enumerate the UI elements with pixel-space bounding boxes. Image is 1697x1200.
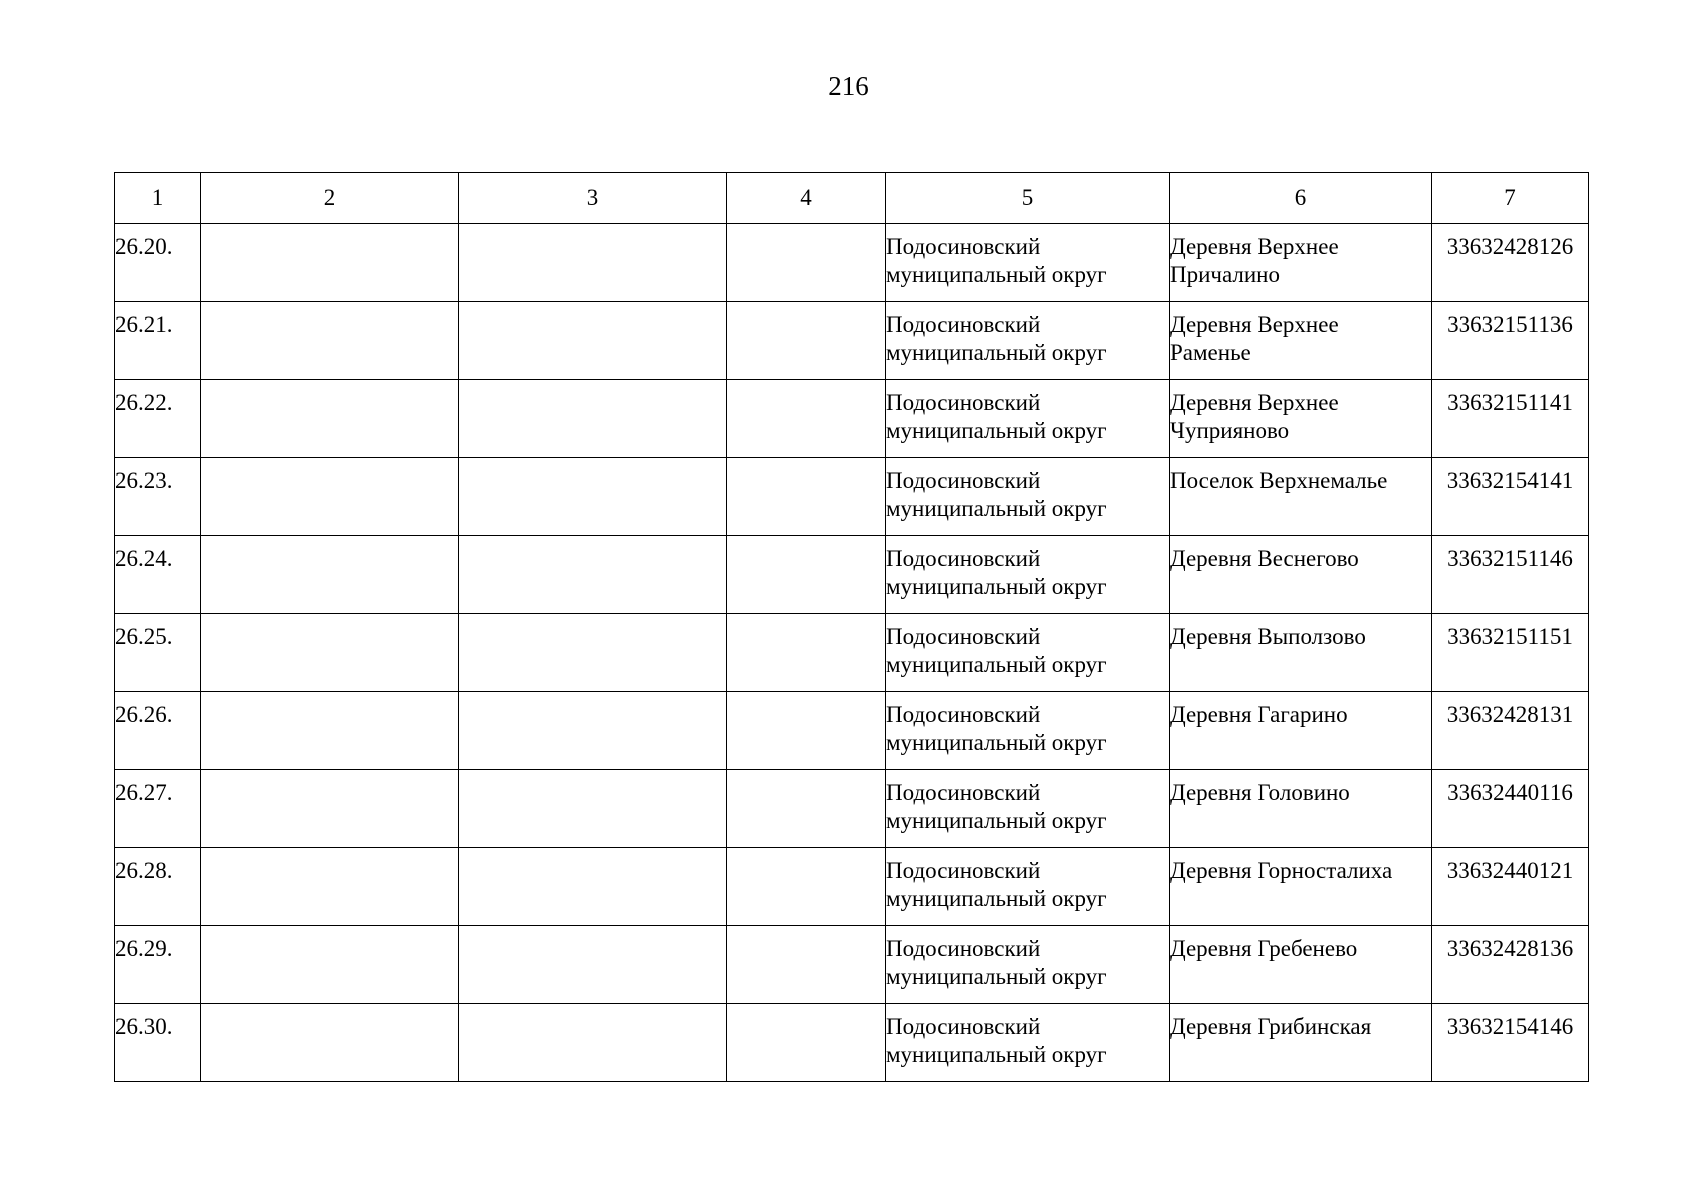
row-number-cell: 26.30. — [115, 1004, 201, 1082]
table-row — [115, 1004, 1589, 1082]
empty-cell — [201, 1004, 459, 1082]
settlement-line: Деревня Выползово — [1170, 624, 1366, 649]
district-line: муниципальный округ — [886, 1042, 1107, 1067]
settlement-line: Деревня Грибинская — [1170, 1014, 1372, 1039]
empty-cell — [459, 1004, 727, 1082]
empty-cell — [201, 926, 459, 1004]
empty-cell — [459, 302, 727, 380]
code-cell: 33632440116 — [1432, 770, 1589, 848]
empty-cell — [459, 692, 727, 770]
district-line: Подосиновский — [886, 936, 1041, 961]
empty-cell — [459, 380, 727, 458]
table-row — [115, 536, 1589, 614]
header-cell: 2 — [201, 173, 459, 224]
page-number: 216 — [828, 71, 869, 101]
code-cell: 33632440121 — [1432, 848, 1589, 926]
code-cell: 33632151146 — [1432, 536, 1589, 614]
district-cell — [886, 692, 1170, 770]
empty-cell — [727, 848, 886, 926]
district-line: Подосиновский — [886, 312, 1041, 337]
district-line: муниципальный округ — [886, 886, 1107, 911]
settlement-line: Деревня Гребенево — [1170, 936, 1358, 961]
empty-cell — [201, 614, 459, 692]
empty-cell — [201, 692, 459, 770]
district-line: Подосиновский — [886, 234, 1041, 259]
code-cell: 33632151141 — [1432, 380, 1589, 458]
empty-cell — [727, 1004, 886, 1082]
district-line: муниципальный округ — [886, 964, 1107, 989]
empty-cell — [459, 536, 727, 614]
settlement-cell — [1170, 224, 1432, 302]
empty-cell — [201, 224, 459, 302]
row-number-cell: 26.21. — [115, 302, 201, 380]
table-row — [115, 848, 1589, 926]
row-number-cell: 26.22. — [115, 380, 201, 458]
empty-cell — [727, 224, 886, 302]
district-line: муниципальный округ — [886, 262, 1107, 287]
district-line: муниципальный округ — [886, 418, 1107, 443]
settlement-cell — [1170, 1004, 1432, 1082]
settlement-cell — [1170, 536, 1432, 614]
district-cell — [886, 224, 1170, 302]
empty-cell — [201, 770, 459, 848]
header-cell: 4 — [727, 173, 886, 224]
district-line: Подосиновский — [886, 858, 1041, 883]
empty-cell — [201, 458, 459, 536]
settlement-line: Деревня Горносталиха — [1170, 858, 1393, 883]
district-line: Подосиновский — [886, 702, 1041, 727]
settlement-line: Деревня Головино — [1170, 780, 1350, 805]
header-cell: 1 — [115, 173, 201, 224]
settlement-line: Чуприяново — [1170, 418, 1290, 443]
district-line: Подосиновский — [886, 468, 1041, 493]
empty-cell — [459, 848, 727, 926]
district-cell — [886, 380, 1170, 458]
header-cell: 7 — [1432, 173, 1589, 224]
table-row — [115, 380, 1589, 458]
district-line: муниципальный округ — [886, 574, 1107, 599]
empty-cell — [201, 380, 459, 458]
empty-cell — [201, 302, 459, 380]
settlement-line: Деревня Верхнее — [1170, 234, 1339, 259]
settlements-table — [114, 172, 1589, 1082]
empty-cell — [459, 926, 727, 1004]
district-line: Подосиновский — [886, 546, 1041, 571]
empty-cell — [727, 458, 886, 536]
code-cell: 33632151136 — [1432, 302, 1589, 380]
table-row — [115, 614, 1589, 692]
empty-cell — [727, 536, 886, 614]
empty-cell — [459, 770, 727, 848]
district-cell — [886, 1004, 1170, 1082]
district-cell — [886, 926, 1170, 1004]
empty-cell — [459, 458, 727, 536]
settlement-line: Деревня Верхнее — [1170, 312, 1339, 337]
settlement-line: Деревня Веснегово — [1170, 546, 1359, 571]
code-cell: 33632154146 — [1432, 1004, 1589, 1082]
district-cell — [886, 614, 1170, 692]
header-cell: 5 — [886, 173, 1170, 224]
district-cell — [886, 848, 1170, 926]
row-number-cell: 26.24. — [115, 536, 201, 614]
table-row — [115, 224, 1589, 302]
settlement-line: Раменье — [1170, 340, 1251, 365]
header-cell: 3 — [459, 173, 727, 224]
district-cell — [886, 302, 1170, 380]
table-row — [115, 926, 1589, 1004]
row-number-cell: 26.27. — [115, 770, 201, 848]
district-cell — [886, 536, 1170, 614]
table-row — [115, 770, 1589, 848]
empty-cell — [727, 302, 886, 380]
settlement-line: Деревня Гагарино — [1170, 702, 1348, 727]
settlement-cell — [1170, 614, 1432, 692]
settlement-cell — [1170, 380, 1432, 458]
district-line: Подосиновский — [886, 1014, 1041, 1039]
settlement-cell — [1170, 692, 1432, 770]
row-number-cell: 26.29. — [115, 926, 201, 1004]
district-line: муниципальный округ — [886, 496, 1107, 521]
table-row — [115, 302, 1589, 380]
header-cell: 6 — [1170, 173, 1432, 224]
empty-cell — [201, 536, 459, 614]
district-line: муниципальный округ — [886, 808, 1107, 833]
row-number-cell: 26.26. — [115, 692, 201, 770]
district-line: муниципальный округ — [886, 340, 1107, 365]
empty-cell — [727, 380, 886, 458]
empty-cell — [727, 926, 886, 1004]
code-cell: 33632154141 — [1432, 458, 1589, 536]
settlement-cell — [1170, 302, 1432, 380]
district-line: Подосиновский — [886, 780, 1041, 805]
settlement-line: Причалино — [1170, 262, 1280, 287]
empty-cell — [727, 614, 886, 692]
settlement-line: Деревня Верхнее — [1170, 390, 1339, 415]
code-cell: 33632428131 — [1432, 692, 1589, 770]
row-number-cell: 26.28. — [115, 848, 201, 926]
row-number-cell: 26.23. — [115, 458, 201, 536]
empty-cell — [727, 770, 886, 848]
code-cell: 33632428126 — [1432, 224, 1589, 302]
code-cell: 33632428136 — [1432, 926, 1589, 1004]
empty-cell — [201, 848, 459, 926]
settlement-line: Поселок Верхнемалье — [1170, 468, 1388, 493]
code-cell: 33632151151 — [1432, 614, 1589, 692]
table-row — [115, 692, 1589, 770]
settlement-cell — [1170, 926, 1432, 1004]
settlement-cell — [1170, 848, 1432, 926]
row-number-cell: 26.20. — [115, 224, 201, 302]
row-number-cell: 26.25. — [115, 614, 201, 692]
district-line: Подосиновский — [886, 624, 1041, 649]
district-line: муниципальный округ — [886, 652, 1107, 677]
settlement-cell — [1170, 458, 1432, 536]
district-cell — [886, 770, 1170, 848]
district-cell — [886, 458, 1170, 536]
district-line: Подосиновский — [886, 390, 1041, 415]
table-row — [115, 458, 1589, 536]
table-body — [115, 224, 1589, 1082]
empty-cell — [727, 692, 886, 770]
district-line: муниципальный округ — [886, 730, 1107, 755]
empty-cell — [459, 614, 727, 692]
settlement-cell — [1170, 770, 1432, 848]
header-row — [115, 173, 1589, 224]
empty-cell — [459, 224, 727, 302]
